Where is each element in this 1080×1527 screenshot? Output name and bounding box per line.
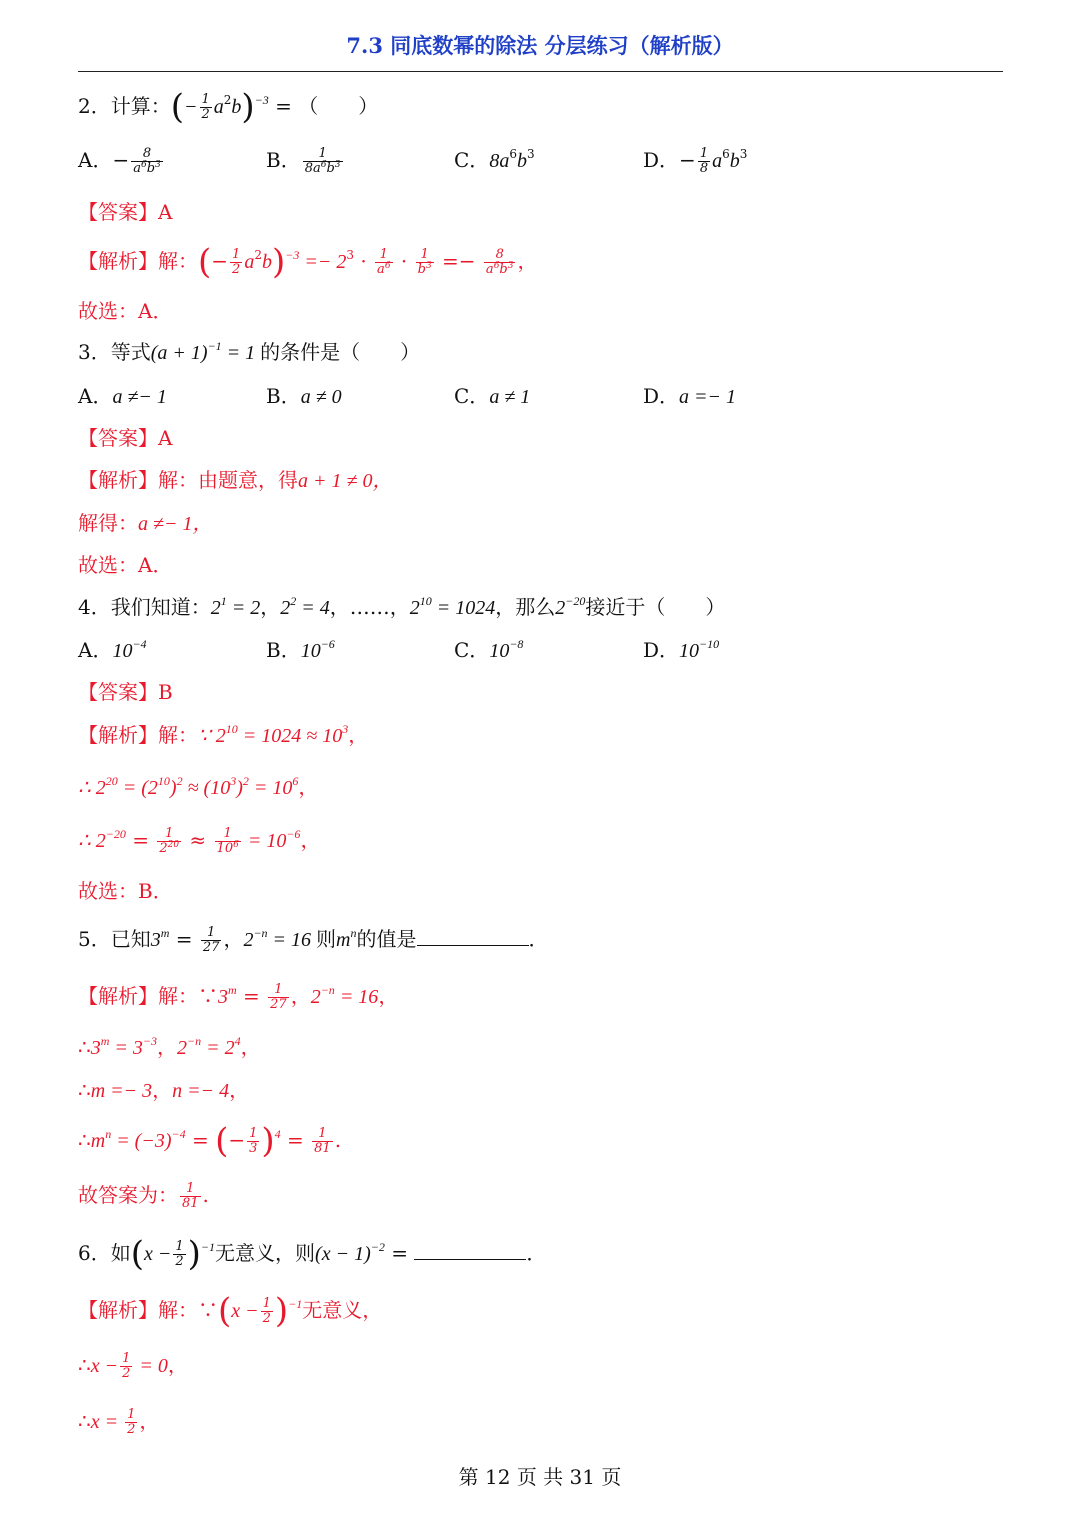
q5-analysis-4: $\therefore m^n = (-3)^{-4}$ = (− $\frac{1}{3}$ )$^4$ = $\frac{1}{81}$ . xyxy=(78,1121,342,1161)
q4-analysis-2: ∴ $2^{20} = (2^{10})^2 \approx (10^3)^2 = 10^6$， xyxy=(78,774,319,799)
q3-option-b: B．a ≠ 0 xyxy=(266,384,342,408)
q5-analysis-1: 【解析】解：$\because 3^m$ = $\frac{1}{27}$ ，$2^{-n} = 16$， xyxy=(78,982,399,1012)
q6-answer-blank[interactable] xyxy=(414,1241,526,1260)
header-rule xyxy=(78,71,1003,72)
q3-answer: 【答案】A xyxy=(78,426,173,450)
q3-option-a: A．a ≠− 1 xyxy=(78,384,167,408)
q2-conclusion: 故选：A． xyxy=(78,299,173,323)
q3-option-d: D．a =− 1 xyxy=(643,384,737,408)
q4-option-d: D．$10^{-10}$ xyxy=(643,637,720,662)
q6-analysis-1: 【解析】解：∵(x − $\frac{1}{2}$ )$^{-1}$无意义， xyxy=(78,1291,383,1331)
q2-analysis: 【解析】解：(− $\frac{1}{2}$ $a^2b)^{-3} =- 2^3$ · $\frac{1}{a^6}$ · $\frac{1}{b^3}$ =− $\frac{8}{a^6b^3}$ ， xyxy=(78,242,538,282)
q2-stem: 2．计算：(− $\frac{1}{2}$ $a^2b)^{-3}$ = （ ） xyxy=(78,87,379,127)
q3-analysis: 【解析】解：由题意，得a + 1 ≠ 0， xyxy=(78,468,393,492)
q2-option-a: A．− $\frac{8}{a^6b^3}$ xyxy=(78,146,161,176)
q4-option-b: B．$10^{-6}$ xyxy=(266,637,335,662)
q2-answer: 【答案】A xyxy=(78,200,173,224)
q5-answer: 故答案为： $\frac{1}{81}$ . xyxy=(78,1181,209,1211)
q2-option-b: B． $\frac{1}{8a^6b^3}$ xyxy=(266,146,341,176)
q3-stem: 3．等式$(a + 1)^{-1} = 1$ 的条件是（ ） xyxy=(78,339,421,364)
q5-analysis-2: $\therefore 3^m = 3^{-3}$，$2^{-n} = 2^4$， xyxy=(78,1034,261,1059)
q4-stem: 4．我们知道：$2^1 = 2$，$2^2 = 4$，……，$2^{10} = 1024$，那么$2^{-20}$接近于（ ） xyxy=(78,594,726,619)
q5-analysis-3: ∴m =− 3，n =− 4， xyxy=(78,1078,250,1102)
q3-conclusion: 故选：A． xyxy=(78,553,173,577)
q6-analysis-3: ∴x = $\frac{1}{2}$ ， xyxy=(78,1407,160,1437)
q2-option-c: C．$8a^6b^3$ xyxy=(454,147,535,172)
q4-analysis-3: ∴ $2^{-20}$ = $\frac{1}{2^{20}}$ ≈ $\frac{1}{10^6}$ = $10^{-6}$， xyxy=(78,826,321,856)
q5-stem: 5．已知$3^m$ = $\frac{1}{27}$ ，$2^{-n} = 16$ 则$m^n$的值是 ． xyxy=(78,925,549,955)
q3-option-c: C．a ≠ 1 xyxy=(454,384,531,408)
q4-analysis-1: 【解析】解：∵ $2^{10} = 1024 \approx 10^3$， xyxy=(78,722,369,747)
q4-option-a: A．$10^{-4}$ xyxy=(78,637,147,662)
q4-answer: 【答案】B xyxy=(78,680,173,704)
page-footer: 第 12 页 共 31 页 xyxy=(458,1465,622,1489)
q2-option-d: D．− $\frac{1}{8}$ $a^6b^3$ xyxy=(643,146,748,176)
q4-option-c: C．$10^{-8}$ xyxy=(454,637,524,662)
page-header-title: 7.3 同底数幂的除法 分层练习（解析版） xyxy=(346,33,734,58)
q3-solve: 解得：a ≠− 1， xyxy=(78,511,213,535)
q6-stem: 6．如(x − $\frac{1}{2}$ )$^{-1}$无意义，则$(x - 1)^{-2}$ = ． xyxy=(78,1234,547,1274)
q4-conclusion: 故选：B． xyxy=(78,879,173,903)
q6-analysis-2: ∴x − $\frac{1}{2}$ = 0， xyxy=(78,1351,188,1381)
q5-answer-blank[interactable] xyxy=(417,927,529,946)
